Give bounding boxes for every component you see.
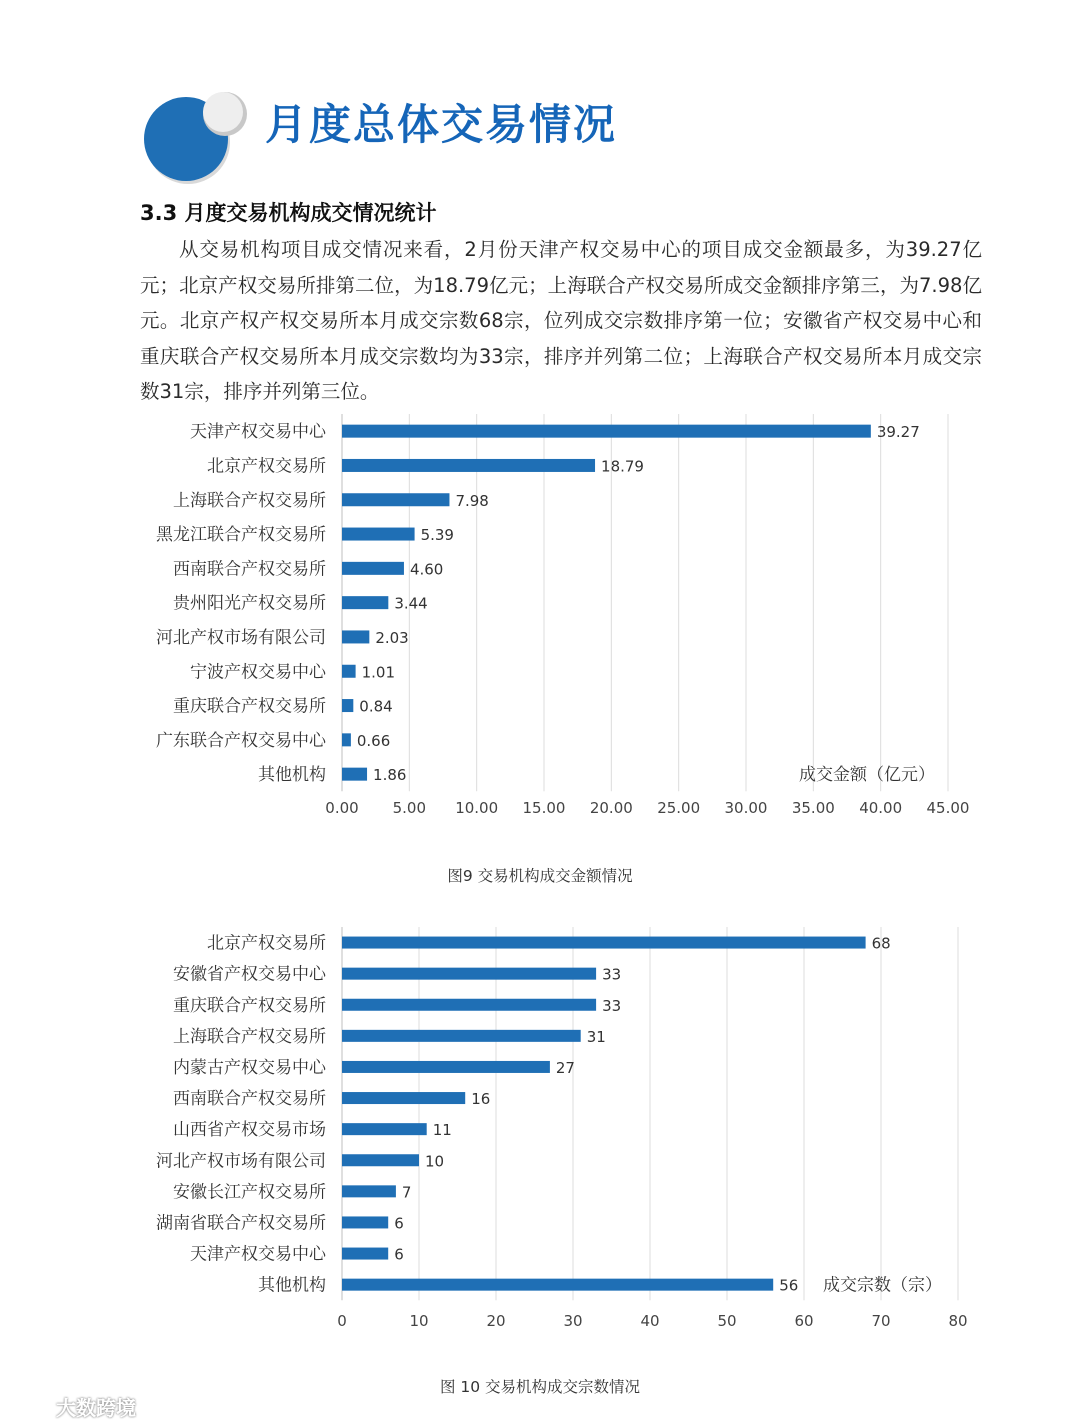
bar <box>342 1092 465 1104</box>
value-label: 1.86 <box>373 766 407 785</box>
category-label: 山西省产权交易市场 <box>173 1120 326 1141</box>
category-label: 湖南省联合产权交易所 <box>156 1213 326 1234</box>
category-label: 安徽省产权交易中心 <box>173 964 326 985</box>
category-label: 其他机构 <box>258 1275 326 1296</box>
bar <box>342 596 388 609</box>
value-label: 11 <box>432 1121 452 1140</box>
bar <box>342 1279 773 1291</box>
category-label: 西南联合产权交易所 <box>173 559 326 580</box>
category-label: 上海联合产权交易所 <box>173 490 326 511</box>
x-tick-label: 70 <box>871 1312 891 1330</box>
x-tick-label: 30 <box>563 1312 583 1330</box>
bar <box>342 1248 388 1260</box>
bar <box>342 425 871 438</box>
watermark-logo-icon <box>12 1395 52 1419</box>
x-tick-label: 40 <box>640 1312 660 1330</box>
bar <box>342 768 367 781</box>
category-label: 贵州阳光产权交易所 <box>173 593 326 614</box>
amount-chart-caption: 图9 交易机构成交金额情况 <box>447 867 633 885</box>
category-label: 河北产权市场有限公司 <box>156 627 326 648</box>
value-label: 0.84 <box>359 697 393 716</box>
value-label: 2.03 <box>375 628 409 647</box>
x-tick-label: 60 <box>794 1312 814 1330</box>
category-label: 重庆联合产权交易所 <box>173 995 326 1016</box>
bar <box>342 733 351 746</box>
value-label: 18.79 <box>601 457 644 476</box>
bar <box>342 1061 550 1073</box>
x-tick-label: 40.00 <box>859 799 903 817</box>
x-tick-label: 0 <box>337 1312 347 1330</box>
x-tick-label: 25.00 <box>657 799 701 817</box>
category-label: 北京产权交易所 <box>207 456 326 477</box>
x-tick-label: 20.00 <box>589 799 633 817</box>
x-tick-label: 15.00 <box>522 799 566 817</box>
page-title: 月度总体交易情况 <box>265 100 618 149</box>
bar <box>342 1216 388 1228</box>
x-tick-label: 5.00 <box>392 799 427 817</box>
category-label: 天津产权交易中心 <box>190 1244 326 1265</box>
value-label: 10 <box>425 1152 445 1171</box>
x-tick-label: 80 <box>948 1312 968 1330</box>
value-label: 68 <box>871 934 891 953</box>
value-label: 4.60 <box>409 560 444 579</box>
category-label: 北京产权交易所 <box>207 933 326 954</box>
bar <box>342 630 369 643</box>
x-tick-label: 10.00 <box>455 799 499 817</box>
category-label: 黑龙江联合产权交易所 <box>156 525 326 546</box>
value-label: 3.44 <box>394 594 428 613</box>
category-label: 重庆联合产权交易所 <box>173 696 326 717</box>
bar <box>342 699 353 712</box>
category-label: 其他机构 <box>258 765 326 786</box>
bar <box>342 999 596 1011</box>
x-tick-label: 45.00 <box>926 799 970 817</box>
section-heading: 3.3 月度交易机构成交情况统计 <box>140 201 437 225</box>
watermark-text: 大数跨境 <box>56 1396 136 1420</box>
x-tick-label: 35.00 <box>791 799 835 817</box>
value-label: 33 <box>602 996 622 1015</box>
value-label: 31 <box>586 1027 606 1046</box>
category-label: 天津产权交易中心 <box>190 422 326 443</box>
section-paragraph: 从交易机构项目成交情况来看，2月份天津产权交易中心的项目成交金额最多，为39.27亿元；北京产权交易所排第二位，为18.79亿元；上海联合产权交易所成交金额排序第三，为7.98亿元。北京产权产权交易所本月成交宗数68宗，位列成交宗数排序第一位；安徽省产权交易中心和重庆联合产权交易所本月成交宗数均为33宗，排序并列第二位；上海联合产权交易所本月成交宗数31宗，排序并列第三位。 <box>140 238 982 403</box>
bar <box>342 1123 427 1135</box>
value-label: 27 <box>555 1058 575 1077</box>
unit-label: 成交金额（亿元） <box>799 765 935 786</box>
bar <box>342 968 596 980</box>
unit-label: 成交宗数（宗） <box>823 1275 942 1296</box>
bar <box>342 937 866 949</box>
value-label: 56 <box>779 1276 799 1295</box>
header-logo-icon <box>143 92 253 187</box>
bar <box>342 528 415 541</box>
x-tick-label: 10 <box>409 1312 429 1330</box>
value-label: 6 <box>394 1214 404 1233</box>
value-label: 6 <box>394 1245 404 1264</box>
value-label: 7 <box>401 1183 412 1202</box>
count-chart-caption: 图 10 交易机构成交宗数情况 <box>439 1378 641 1396</box>
category-label: 安徽长江产权交易所 <box>173 1182 326 1203</box>
bar <box>342 562 404 575</box>
category-label: 内蒙古产权交易中心 <box>173 1057 326 1078</box>
value-label: 1.01 <box>361 663 396 682</box>
watermark <box>12 1392 136 1421</box>
category-label: 广东联合产权交易中心 <box>156 730 326 751</box>
category-label: 宁波产权交易中心 <box>190 662 326 683</box>
value-label: 7.98 <box>455 491 489 510</box>
value-label: 0.66 <box>356 731 391 750</box>
bar <box>342 459 595 472</box>
amount-bar-chart <box>0 410 1080 840</box>
count-bar-chart <box>0 920 1080 1350</box>
category-label: 上海联合产权交易所 <box>173 1026 326 1047</box>
x-tick-label: 50 <box>717 1312 737 1330</box>
bar <box>342 1154 419 1166</box>
x-tick-label: 20 <box>486 1312 506 1330</box>
category-label: 西南联合产权交易所 <box>173 1089 326 1110</box>
value-label: 5.39 <box>420 526 454 545</box>
value-label: 16 <box>471 1090 491 1109</box>
bar <box>342 1030 581 1042</box>
x-tick-label: 30.00 <box>724 799 768 817</box>
value-label: 39.27 <box>876 423 920 442</box>
bar <box>342 665 356 678</box>
category-label: 河北产权市场有限公司 <box>156 1151 326 1172</box>
bar <box>342 493 449 506</box>
x-tick-label: 0.00 <box>325 799 359 817</box>
value-label: 33 <box>602 965 622 984</box>
bar <box>342 1185 396 1197</box>
